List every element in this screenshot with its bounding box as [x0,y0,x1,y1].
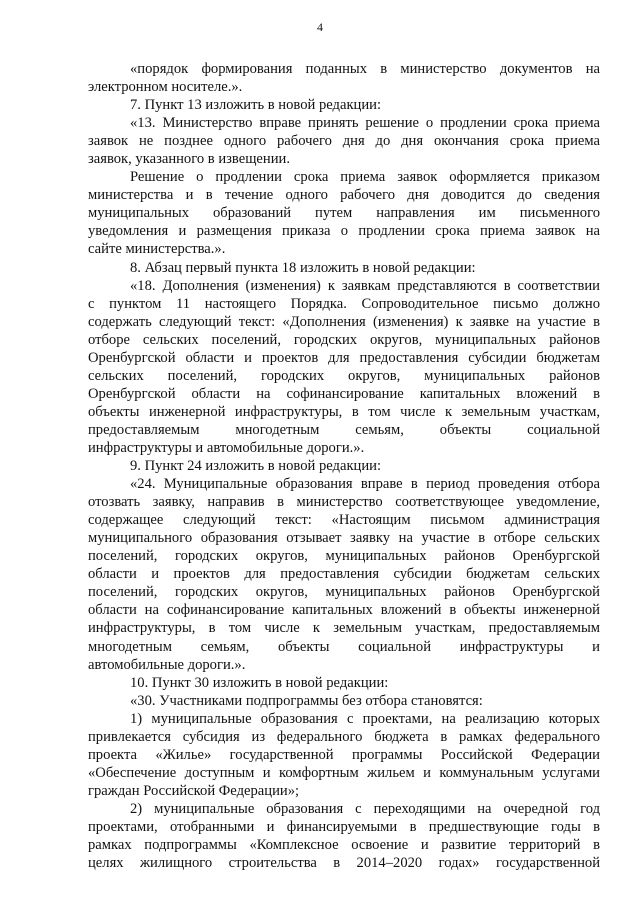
text-line: «13. Министерство вправе принять решение о продлении срока приема [130,115,600,132]
text-line: электронном носителе.». [88,79,243,96]
document-body [88,60,600,872]
text-line: заявок не позднее одного рабочего дня до дня окончания срока приема [88,133,600,150]
text-line: Решение о продлении срока приема заявок оформляется приказом [130,169,600,186]
text-line: с пунктом 11 настоящего Порядка. Сопроводительное письмо должно [88,295,600,312]
text-line: привлекается субсидия из федерального бюджета в рамках федерального [88,728,600,745]
text-line: инфраструктуры, в том числе к земельным участкам, предоставляемым [88,620,600,637]
text-line: инфраструктуры и автомобильные дороги.». [88,439,365,456]
text-line: проекта «Жилье» государственной программы Российской Федерации [88,746,600,763]
text-line: отборе сельских поселений, городских округов, муниципальных районов [88,331,600,348]
text-line: области и проектов для предоставления субсидии бюджетам сельских [88,566,600,583]
text-line: Оренбургской области и проектов для предоставления субсидии бюджетам [88,349,600,366]
text-line: объекты инженерной инфраструктуры, в том числе к земельным участкам, [88,403,600,420]
text-line: содержать следующий текст: «Дополнения (изменения) к заявке на участие в [88,313,600,330]
text-line: «24. Муниципальные образования вправе в период проведения отбора [130,476,600,493]
text-line: отозвать заявку, направив в министерство соответствующее уведомление, [88,494,600,511]
text-line: целях жилищного строительства в 2014–2020 годах» государственной [88,855,600,872]
text-line: поселений, городских округов, муниципальных районов Оренбургской [88,584,600,601]
page-number: 4 [317,20,323,34]
text-line: многодетным семьям, объекты социальной инфраструктуры и [88,638,600,655]
text-line: поселений, городских округов, муниципальных районов Оренбургской [88,548,600,565]
text-line: 10. Пункт 30 изложить в новой редакции: [130,674,389,691]
text-line: «Обеспечение доступным и комфортным жильем и коммунальным услугами [88,764,600,781]
text-line: содержащее следующий текст: «Настоящим письмом администрация [88,512,600,529]
text-line: автомобильные дороги.». [88,656,246,673]
text-line: министерства и в течение одного рабочего дня доводится до сведения [88,187,600,204]
text-line: 8. Абзац первый пункта 18 изложить в новой редакции: [130,259,476,276]
text-line: области на софинансирование капитальных вложений в объекты инженерной [88,602,600,619]
text-line: 9. Пункт 24 изложить в новой редакции: [130,458,382,475]
text-line: Оренбургской области на софинансирование капитальных вложений в [88,385,600,402]
text-line: граждан Российской Федерации»; [88,782,300,799]
text-line: муниципальных образований путем направления им письменного [88,205,600,222]
text-line: 2) муниципальные образования с переходящими на очередной год [130,800,600,817]
text-line: сайте министерства.». [88,241,226,258]
text-line: муниципального образования отзывает заявку на участие в отборе сельских [88,530,600,547]
text-line: предоставляемым многодетным семьям, объекты социальной [88,421,600,438]
text-line: уведомления и размещения приказа о продлении срока приема заявок на [88,223,600,240]
text-line: «18. Дополнения (изменения) к заявкам представляются в соответствии [130,277,600,294]
text-line: 7. Пункт 13 изложить в новой редакции: [130,97,382,114]
text-line: заявок, указанного в извещении. [88,151,290,168]
text-line: «порядок формирования поданных в министерство документов на [130,61,600,77]
text-line: сельских поселений, городских округов, муниципальных районов [88,367,600,384]
text-line: «30. Участниками подпрограммы без отбора становятся: [130,692,483,709]
text-line: 1) муниципальные образования с проектами, на реализацию которых [130,710,600,727]
text-line: проектами, отобранными и финансируемыми в предшествующие годы в [88,818,600,835]
text-line: рамках подпрограммы «Комплексное освоение и развитие территорий в [88,837,600,854]
